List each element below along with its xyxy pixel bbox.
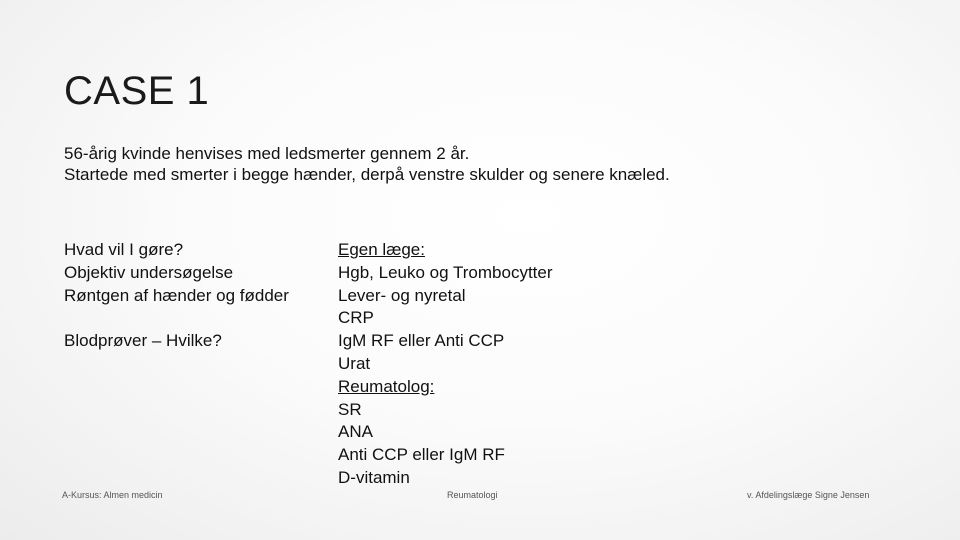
test-item: IgM RF eller Anti CCP bbox=[338, 331, 505, 351]
left-column bbox=[64, 239, 289, 353]
question-text: Hvad vil I gøre? bbox=[64, 240, 184, 259]
slide-title: CASE 1 bbox=[64, 69, 210, 113]
section-header-reumatolog: Reumatolog: bbox=[338, 376, 435, 396]
test-item: Lever- og nyretal bbox=[338, 285, 466, 305]
intro-text bbox=[64, 143, 670, 185]
spacer bbox=[64, 307, 289, 330]
left-item: Blodprøver – Hvilke? bbox=[64, 331, 222, 351]
footer-course: A-Kursus: Almen medicin bbox=[62, 490, 163, 500]
left-item: Objektiv undersøgelse bbox=[64, 262, 234, 282]
test-item: Urat bbox=[338, 353, 371, 373]
intro-line: Startede med smerter i begge hænder, derpå venstre skulder og senere knæled. bbox=[64, 165, 670, 184]
right-column bbox=[338, 239, 553, 490]
intro-line: 56-årig kvinde henvises med ledsmerter gennem 2 år. bbox=[64, 144, 470, 163]
footer-author: v. Afdelingslæge Signe Jensen bbox=[747, 490, 870, 500]
test-item: CRP bbox=[338, 308, 374, 328]
footer-topic: Reumatologi bbox=[447, 490, 498, 500]
left-item: Røntgen af hænder og fødder bbox=[64, 285, 289, 305]
test-item: Anti CCP eller IgM RF bbox=[338, 445, 505, 465]
test-item: D-vitamin bbox=[338, 467, 410, 487]
section-header-egen-laege: Egen læge: bbox=[338, 240, 425, 259]
test-item: ANA bbox=[338, 422, 373, 442]
test-item: SR bbox=[338, 399, 362, 419]
test-item: Hgb, Leuko og Trombocytter bbox=[338, 262, 553, 282]
